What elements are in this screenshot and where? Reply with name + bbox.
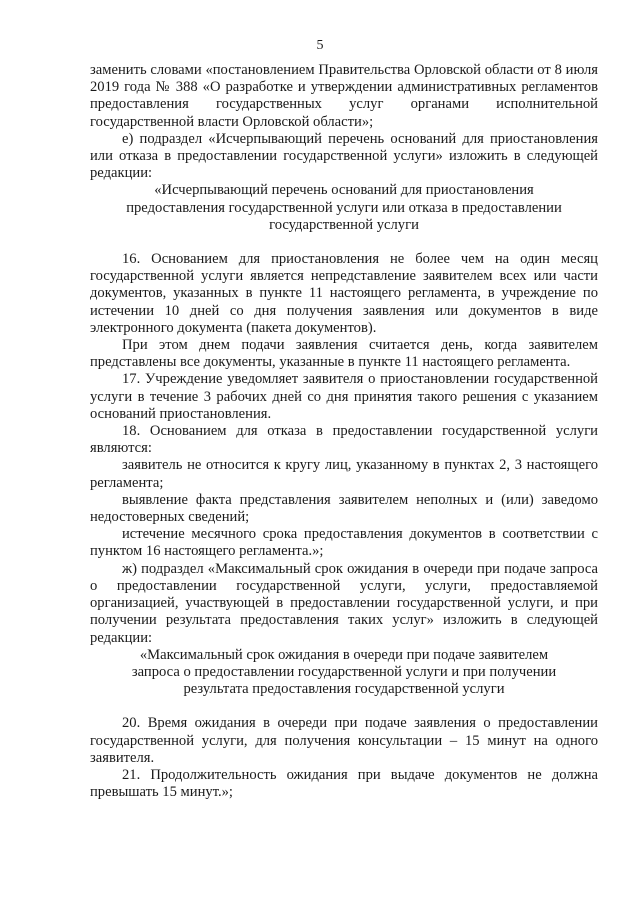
- page-number: 5: [316, 38, 324, 53]
- section-heading-suspension: [90, 182, 598, 234]
- paragraph-17: 17. Учреждение уведомляет заявителя о приостановлении государственной услуги в течение 3 рабочих дней со дня принятия такого решения с указанием оснований приостановления.: [90, 371, 598, 422]
- paragraph-zh: ж) подраздел «Максимальный срок ожидания в очереди при подаче запроса о предоставлении государственной услуги, услуги, предоставляемой организацией, участвующей в предоставлении государственной услуги, и при получении результата предоставления таких услуг» изложить в следующей редакции:: [90, 560, 598, 646]
- paragraph-18-item-3: истечение месячного срока предоставления документов в соответствии с пунктом 16 настоящего регламента.»;: [90, 526, 598, 560]
- paragraph-18: 18. Основанием для отказа в предоставлении государственной услуги являются:: [90, 423, 598, 457]
- paragraph-16: 16. Основанием для приостановления не более чем на один месяц государственной услуги является непредставление заявителем всех или части документов, указанных в пункте 11 настоящего регламента, в учреждение по истечении 10 дней со дня получения заявления или документов в виде электронного документа (пакета документов).: [90, 251, 598, 336]
- paragraph-18-item-1: заявитель не относится к кругу лиц, указанному в пунктах 2, 3 настоящего регламента;: [90, 457, 598, 491]
- paragraph-replace-words: заменить словами «постановлением Правительства Орловской области от 8 июля 2019 года № 388 «О разработке и утверждении административных регламентов предоставления государственных услуг органами исполнительной государственной власти Орловской области»;: [90, 62, 598, 130]
- heading-line: предоставления государственной услуги или отказа в предоставлении: [126, 199, 562, 216]
- section-heading-queue: [90, 647, 598, 699]
- heading-line: результата предоставления государственной услуги: [183, 681, 505, 698]
- paragraph-20: 20. Время ожидания в очереди при подаче заявления о предоставлении государственной услуги, для получения консультации – 15 минут на одного заявителя.: [90, 715, 598, 766]
- document-body: [90, 62, 598, 801]
- heading-line: запроса о предоставлении государственной услуги и при получении: [131, 663, 557, 680]
- paragraph-e: е) подраздел «Исчерпывающий перечень оснований для приостановления или отказа в предоставлении государственной услуги» изложить в следующей редакции:: [90, 130, 598, 182]
- paragraph-16-continued: При этом днем подачи заявления считается день, когда заявителем представлены все документы, указанные в пункте 11 настоящего регламента.: [90, 337, 598, 371]
- heading-line: «Исчерпывающий перечень оснований для приостановления: [154, 182, 534, 199]
- paragraph-18-item-2: выявление факта представления заявителем неполных и (или) заведомо недостоверных сведений;: [90, 491, 598, 526]
- paragraph-21: 21. Продолжительность ожидания при выдаче документов не должна превышать 15 минут.»;: [90, 766, 598, 801]
- heading-line: государственной услуги: [269, 216, 419, 233]
- heading-line: «Максимальный срок ожидания в очереди при подаче заявителем: [139, 646, 549, 663]
